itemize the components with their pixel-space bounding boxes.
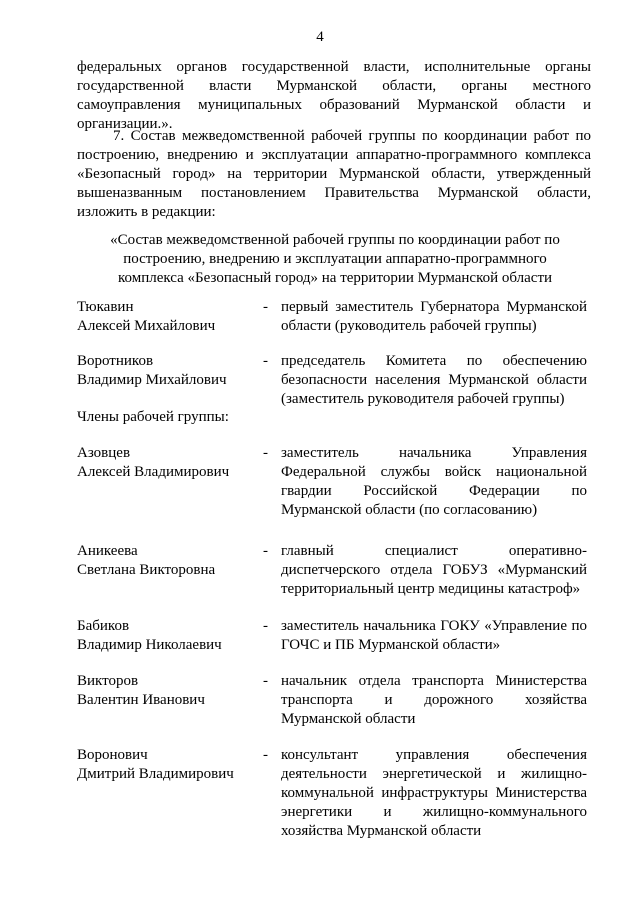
member-row-viktorov (77, 672, 591, 729)
member-position: председатель Комитета по обеспечению безопасности населения Мурманской области (заместитель руководителя рабочей группы) (281, 353, 587, 407)
members-label: Члены рабочей группы: (77, 409, 229, 425)
member-position: заместитель начальника ГОКУ «Управление по ГОЧС и ПБ Мурманской области» (281, 618, 587, 653)
member-row-azovtsev (77, 444, 591, 520)
member-row-voronovich (77, 746, 591, 841)
member-given-name: Дмитрий Владимирович (77, 766, 234, 782)
dash-separator: - (263, 618, 268, 634)
member-given-name: Светлана Викторовна (77, 562, 216, 578)
member-row-babikov (77, 617, 591, 655)
member-surname: Бабиков (77, 618, 130, 634)
member-surname: Аникеева (77, 543, 138, 559)
dash-separator: - (263, 445, 268, 461)
member-given-name: Владимир Николаевич (77, 637, 222, 653)
member-surname: Тюкавин (77, 299, 134, 315)
member-position: консультант управления обеспечения деятельности энергетической и жилищно-коммунальной инфраструктуры Министерства энергетики и жилищно-коммунального хозяйства Мурманской области (281, 747, 587, 839)
member-surname: Викторов (77, 673, 139, 689)
member-position: главный специалист оперативно-диспетчерского отдела ГОБУЗ «Мурманский территориальный центр медицины катастроф» (281, 543, 587, 597)
member-given-name: Владимир Михайлович (77, 372, 227, 388)
member-position: начальник отдела транспорта Министерства транспорта и дорожного хозяйства Мурманской области (281, 673, 587, 727)
composition-heading: «Состав межведомственной рабочей группы по координации работ по построению, внедрению и эксплуатации аппаратно-программного комплекса «Безопасный город» на территории Мурманской области (110, 232, 560, 286)
member-row-tyukavin (77, 298, 591, 336)
dash-separator: - (263, 747, 268, 763)
member-surname: Воронович (77, 747, 148, 763)
member-row-anikeeva (77, 542, 591, 599)
member-position: первый заместитель Губернатора Мурманской области (руководитель рабочей группы) (281, 299, 587, 334)
member-name (77, 672, 263, 729)
member-name (77, 617, 263, 655)
dash-separator: - (263, 353, 268, 369)
member-surname: Азовцев (77, 445, 131, 461)
paragraph-item-7: 7. Состав межведомственной рабочей группы по координации работ по построению, внедрению и эксплуатации аппаратно-программного комплекса «Безопасный город» на территории Мурманской области, утвержденный вышеназванным постановлением Правительства Мурманской области, изложить в редакции: (77, 128, 591, 220)
paragraph-continuation: федеральных органов государственной власти, исполнительные органы государственной власти Мурманской области, органы местного самоуправления муниципальных образований Мурманской области и организации.». (77, 59, 591, 132)
member-name (77, 298, 263, 336)
member-row-vorotnikov (77, 352, 591, 409)
member-position: заместитель начальника Управления Федеральной службы войск национальной гвардии Российской Федерации по Мурманской области (по согласованию) (281, 445, 587, 518)
dash-separator: - (263, 673, 268, 689)
dash-separator: - (263, 543, 268, 559)
page-number: 4 (316, 29, 324, 45)
members-list (77, 298, 591, 841)
member-name (77, 444, 263, 520)
member-given-name: Алексей Владимирович (77, 464, 230, 480)
member-given-name: Валентин Иванович (77, 692, 205, 708)
dash-separator: - (263, 299, 268, 315)
member-surname: Воротников (77, 353, 154, 369)
member-name (77, 542, 263, 599)
member-given-name: Алексей Михайлович (77, 318, 216, 334)
member-name (77, 746, 263, 841)
member-name (77, 352, 263, 409)
